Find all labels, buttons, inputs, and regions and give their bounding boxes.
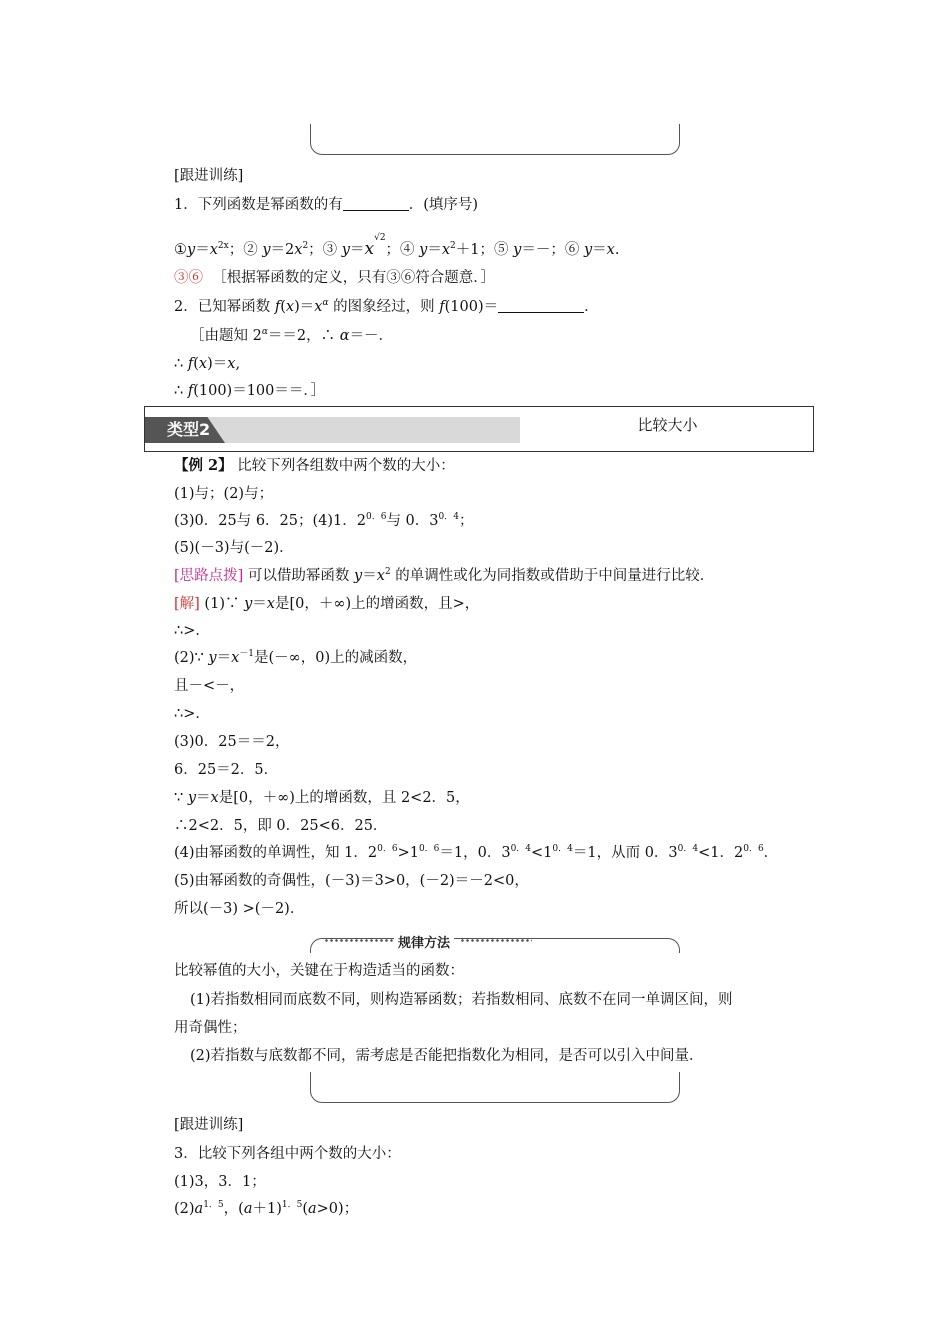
solution-line-8: ∵ y＝x是[0，＋∞)上的增函数，且 2<2．5， [174, 790, 470, 806]
method-point-1a: (1)若指数相同而底数不同，则构造幂函数；若指数相同、底数不在同一单调区间，则 [190, 992, 733, 1008]
question-1: 1．下列函数是幂函数的有 ．(填序号) [174, 197, 479, 213]
solution-line-9: ∴2<2．5，即 0．25<6．25． [174, 818, 388, 834]
solution-2-line-3: ∴ f(100)＝100＝＝．］ [174, 383, 326, 399]
section-label: 类型2 [167, 420, 211, 439]
solution-line-6: (3)0．25＝＝2， [174, 734, 290, 750]
method-label: 规律方法 [394, 932, 454, 951]
solution-line-1: [解] (1)∵ y＝x是[0，＋∞)上的增函数，且>， [174, 596, 480, 612]
method-box-bottom-border-2 [310, 1072, 680, 1103]
example-2-heading: 【例 2】 比较下列各组数中两个数的大小： [174, 457, 455, 474]
solution-line-3: (2)∵ $y=x^{-1}$是(－∞，0)上的减函数， [174, 649, 418, 666]
dots-left [324, 939, 396, 942]
solution-line-4: 且－<－， [174, 678, 245, 694]
example-2-line-2: (3)0．25与 6．25；(4)1．$2^{0.6}$与 0．$3^{0.4}$； [174, 512, 474, 529]
method-intro: 比较幂值的大小，关键在于构造适当的函数： [174, 963, 464, 979]
method-point-2: (2)若指数与底数都不同，需考虑是否能把指数化为相同，是否可以引入中间量． [190, 1048, 704, 1064]
question-1-options: $①y=x^{2x}$；② $y=2x^2$；③ $y=x^{√2}$；④ $y=x^2+1$；⑤ y＝－；⑥ y＝x. [174, 233, 620, 259]
question-3-line-1: (1)3，3．1； [174, 1174, 266, 1190]
example-2-line-3: (5)(－3)与(－2)． [174, 540, 294, 556]
answer-blank-2 [498, 298, 584, 313]
solution-line-12: 所以(－3) >(－2)． [174, 901, 305, 917]
follow-up-label: [跟进训练] [174, 168, 244, 184]
solution-2-line-2: ∴ f(x)＝x, [174, 356, 241, 372]
question-2: 2．已知幂函数 $f(x)=x^\alpha$ 的图象经过，则 f(100)＝ ． [174, 298, 599, 315]
answer-blank [343, 196, 409, 211]
answer-1: ③⑥ ［根据幂函数的定义，只有③⑥符合题意．］ [174, 270, 495, 286]
section-title: 比较大小 [637, 416, 698, 434]
question-3-line-2: $(2)a^{1.5}$，$(a+1)^{1.5}(a>0)$； [174, 1200, 359, 1217]
example-2-line-1: (1)与；(2)与； [174, 486, 274, 502]
solution-line-7: 6．25＝2．5． [174, 762, 279, 778]
solution-line-11: (5)由幂函数的奇偶性，(－3)＝3>0，(－2)＝－2<0， [174, 873, 529, 889]
solution-2-line-1: ［由题知 $2^\alpha==2$，∴ α＝－． [190, 327, 394, 344]
section-header-type-2 [144, 406, 814, 452]
method-box-bottom-border [310, 124, 680, 155]
solution-line-10: (4)由幂函数的单调性，知 1．$2^{0.6}>1^{0.6}=1$，0．$3^{0.4}<1^{0.4}=1$，从而 0．$3^{0.4}<1$．$2^{0.6}$． [174, 844, 779, 861]
dots-right [460, 939, 532, 942]
method-point-1b: 用奇偶性； [174, 1020, 247, 1036]
solution-line-5: ∴>． [174, 706, 210, 722]
hint: [思路点拨] 可以借助幂函数 $y=x^2$ 的单调性或化为同指数或借助于中间量进行比较． [174, 567, 715, 584]
solution-line-2: ∴>． [174, 623, 210, 639]
method-box-header [310, 928, 678, 952]
question-3: 3．比较下列各组中两个数的大小： [174, 1146, 401, 1162]
follow-up-label-2: [跟进训练] [174, 1117, 244, 1133]
